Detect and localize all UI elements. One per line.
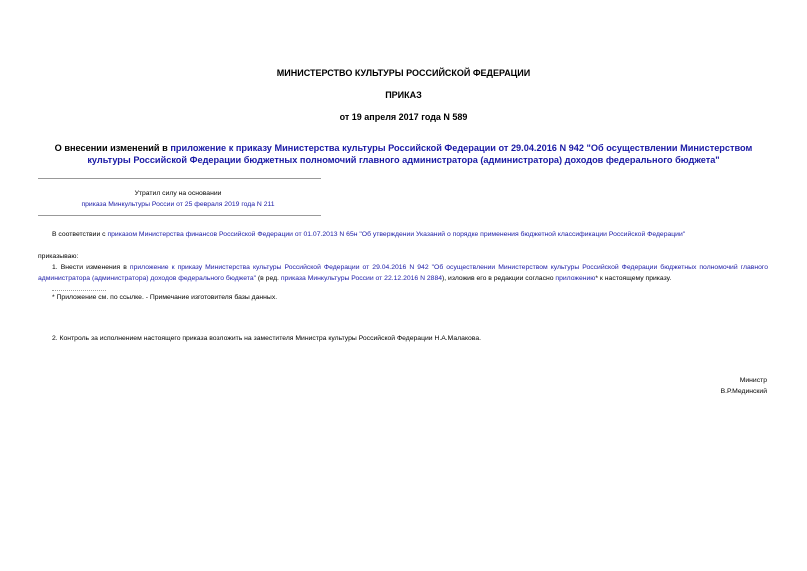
item1-mid2: ), изложив его в редакции согласно	[442, 275, 556, 282]
revocation-note	[38, 188, 318, 210]
signature-block	[721, 375, 767, 397]
divider-top	[38, 178, 321, 179]
title-prefix: О внесении изменений в	[54, 143, 171, 153]
doc-type-heading: ПРИКАЗ	[385, 90, 422, 100]
document-title	[40, 142, 767, 166]
item1-prefix: 1. Внести изменения в	[52, 264, 130, 271]
item-1	[38, 262, 768, 284]
revocation-line: Утратил силу на основании	[134, 190, 222, 197]
footnote: * Приложение см. по ссылке. - Примечание изготовителя базы данных.	[52, 294, 278, 301]
item1-link-order-942[interactable]: приложение к приказу Министерства культуры Российской Федерации от 29.04.2016 N 942 "Об осуществлении Министерством культуры Российской Федерации бюджетных полномочий главного администратора (администратора) доходов федерального бюджета"	[38, 264, 768, 282]
preamble-prefix: В соответствии с	[52, 231, 108, 238]
item1-suffix: * к настоящему приказу.	[595, 275, 672, 282]
preamble-link[interactable]: приказом Министерства финансов Российской Федерации от 01.07.2013 N 65н "Об утверждении Указаний о порядке применения бюджетной классификации Российской Федерации"	[107, 231, 686, 238]
order-word: приказываю:	[38, 253, 79, 260]
item1-link-order-2884[interactable]: приказа Минкультуры России от 22.12.2016 N 2884	[280, 275, 442, 282]
preamble	[38, 229, 768, 240]
item-2: 2. Контроль за исполнением настоящего приказа возложить на заместителя Министра культуры Российской Федерации Н.А.Малакова.	[52, 335, 481, 342]
footnote-divider	[52, 290, 106, 291]
ministry-heading: МИНИСТЕРСТВО КУЛЬТУРЫ РОССИЙСКОЙ ФЕДЕРАЦИИ	[276, 68, 531, 78]
title-link[interactable]: приложение к приказу Министерства культуры Российской Федерации от 29.04.2016 N 942 "Об осуществлении Министерством культуры Российской Федерации бюджетных полномочий главного администратора (администратора) доходов федерального бюджета"	[87, 143, 753, 165]
date-number-heading: от 19 апреля 2017 года N 589	[339, 112, 468, 122]
revocation-link[interactable]: приказа Минкультуры России от 25 февраля 2019 года N 211	[81, 201, 275, 208]
signature-position: Министр	[739, 377, 767, 384]
item1-link-appendix[interactable]: приложению	[555, 275, 596, 282]
divider-bottom	[38, 215, 321, 216]
signature-name: В.Р.Мединский	[720, 388, 767, 395]
item1-mid: (в ред.	[256, 275, 281, 282]
